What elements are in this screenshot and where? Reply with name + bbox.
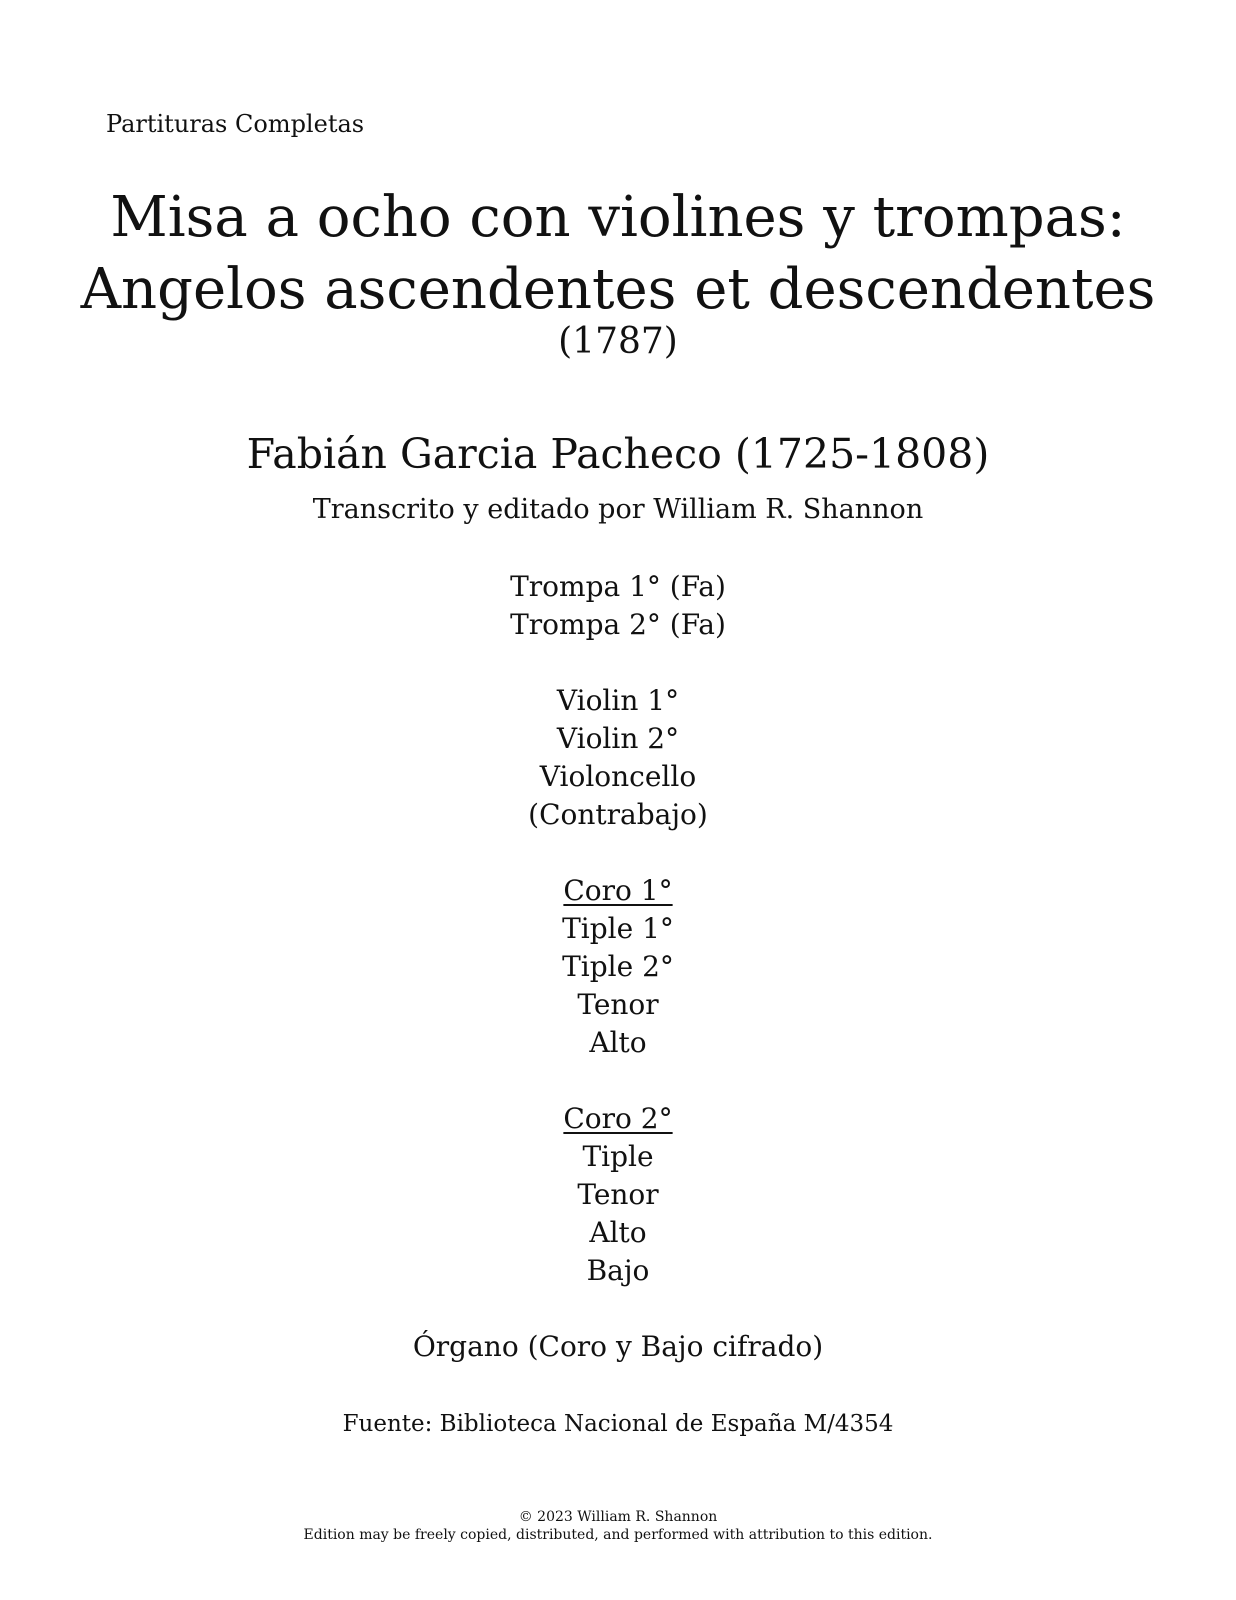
coro-1-heading — [0, 872, 1236, 910]
collection-label: Partituras Completas — [106, 110, 365, 138]
instrument-line: Trompa 1° (Fa) — [510, 570, 726, 603]
voice-line: Tenor — [577, 1178, 659, 1211]
voice-line: Alto — [589, 1026, 647, 1059]
composition-year: (1787) — [558, 321, 678, 362]
strings-group — [0, 682, 1236, 834]
coro-1-heading-text: Coro 1° — [563, 874, 673, 907]
voice-line: Tiple 1° — [562, 912, 674, 945]
composer-name: Fabián Garcia Pacheco (1725-1808) — [246, 430, 990, 478]
instrument-line: Trompa 2° (Fa) — [510, 608, 726, 641]
work-title — [0, 182, 1236, 326]
horns-group — [0, 568, 1236, 644]
editor-credit: Transcrito y editado por William R. Shannon — [312, 494, 924, 525]
instrument-line: (Contrabajo) — [528, 798, 708, 831]
voice-line: Bajo — [586, 1254, 650, 1287]
instrument-line: Violin 2° — [556, 722, 680, 755]
coro-1-group — [0, 872, 1236, 1062]
license-notice: Edition may be freely copied, distributed, and performed with attribution to this edition. — [303, 1527, 933, 1543]
voice-line: Tiple — [582, 1140, 654, 1173]
voice-line: Tiple 2° — [562, 950, 674, 983]
work-title-line-2: Angelos ascendentes et descendentes — [80, 257, 1156, 322]
work-title-line-1: Misa a ocho con violines y trompas: — [110, 185, 1126, 250]
organ-line: Órgano (Coro y Bajo cifrado) — [412, 1330, 824, 1363]
voice-line: Alto — [589, 1216, 647, 1249]
coro-2-heading-text: Coro 2° — [563, 1102, 673, 1135]
voice-line: Tenor — [577, 988, 659, 1021]
coro-2-heading — [0, 1100, 1236, 1138]
instrument-line: Violoncello — [539, 760, 697, 793]
source-citation: Fuente: Biblioteca Nacional de España M/4354 — [342, 1411, 894, 1437]
coro-2-group — [0, 1100, 1236, 1290]
instrument-line: Violin 1° — [556, 684, 680, 717]
footer — [0, 1508, 1236, 1544]
copyright-notice: © 2023 William R. Shannon — [518, 1509, 718, 1525]
